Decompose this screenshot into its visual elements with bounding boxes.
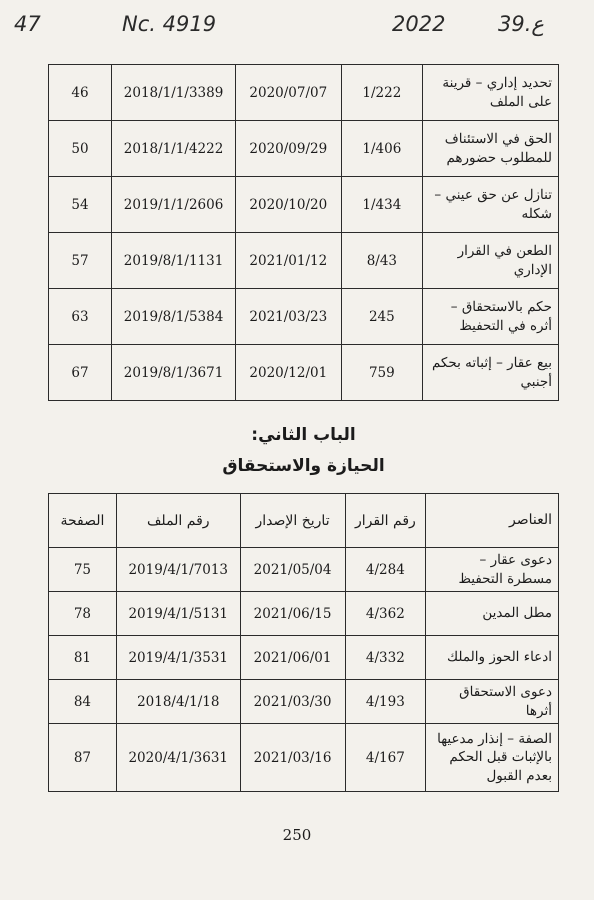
cell-file-number: 2018/1/1/4222 [111,121,235,177]
table-row [49,345,559,401]
cell-decision-number: 759 [341,345,423,401]
cell-element: الطعن في القرار الإداري [423,233,559,289]
cell-element: دعوى عقار – مسطرة التحفيظ [426,548,559,592]
chapter-title: الباب الثاني: [251,425,356,445]
cell-issue-date: 2021/03/23 [236,289,341,345]
header-file-number: رقم الملف [116,494,240,548]
handwritten-note: 47 [14,12,41,36]
cell-issue-date: 2021/06/15 [240,592,345,636]
cell-decision-number: 4/193 [345,680,426,724]
handwritten-note: Nc. 4919 [122,12,217,36]
cell-element: تنازل عن حق عيني – شكله [423,177,559,233]
cell-issue-date: 2020/09/29 [236,121,341,177]
table-row [49,65,559,121]
cell-issue-date: 2020/12/01 [236,345,341,401]
cell-page: 63 [49,289,112,345]
cell-element: الصفة – إنذار مدعيها بالإثبات قبل الحكم بعدم القبول [426,724,559,792]
cell-decision-number: 4/332 [345,636,426,680]
header-elements: العناصر [426,494,559,548]
handwritten-note: 2022 [392,12,446,36]
table-row [49,548,559,592]
cell-decision-number: 4/284 [345,548,426,592]
cell-file-number: 2020/4/1/3631 [116,724,240,792]
cell-issue-date: 2020/10/20 [236,177,341,233]
cell-element: تحديد إداري – قرينة على الملف [423,65,559,121]
cell-element: دعوى الاستحقاق أثرها [426,680,559,724]
cell-issue-date: 2021/03/16 [240,724,345,792]
cell-file-number: 2019/4/1/5131 [116,592,240,636]
cell-page: 84 [49,680,117,724]
table-row [49,724,559,792]
cell-decision-number: 1/222 [341,65,423,121]
header-issue-date: تاريخ الإصدار [240,494,345,548]
cell-element: الحق في الاستئناف للمطلوب حضورهم [423,121,559,177]
cell-file-number: 2019/8/1/5384 [111,289,235,345]
cell-issue-date: 2020/07/07 [236,65,341,121]
cell-element: مطل المدين [426,592,559,636]
cell-file-number: 2019/8/1/1131 [111,233,235,289]
table-row [49,121,559,177]
cell-element: ادعاء الحوز والملك [426,636,559,680]
cell-page: 87 [49,724,117,792]
cell-page: 57 [49,233,112,289]
cell-file-number: 2019/1/1/2606 [111,177,235,233]
cell-issue-date: 2021/06/01 [240,636,345,680]
cell-page: 50 [49,121,112,177]
cell-decision-number: 8/43 [341,233,423,289]
cell-element: بيع عقار – إثباته بحكم أجنبي [423,345,559,401]
cell-file-number: 2019/4/1/3531 [116,636,240,680]
cell-file-number: 2019/8/1/3671 [111,345,235,401]
rulings-table-chapter-1 [48,64,559,401]
table-row [49,289,559,345]
table-row [49,636,559,680]
cell-page: 67 [49,345,112,401]
cell-decision-number: 4/362 [345,592,426,636]
cell-file-number: 2019/4/1/7013 [116,548,240,592]
cell-file-number: 2018/1/1/3389 [111,65,235,121]
cell-page: 46 [49,65,112,121]
page-number: 250 [282,826,312,844]
rulings-table-chapter-2 [48,493,559,792]
cell-decision-number: 1/406 [341,121,423,177]
table-row [49,592,559,636]
cell-page: 78 [49,592,117,636]
cell-decision-number: 1/434 [341,177,423,233]
cell-issue-date: 2021/05/04 [240,548,345,592]
cell-issue-date: 2021/03/30 [240,680,345,724]
table-header-row [49,494,559,548]
cell-page: 75 [49,548,117,592]
cell-issue-date: 2021/01/12 [236,233,341,289]
handwritten-note: 39.ع [498,12,544,36]
cell-decision-number: 4/167 [345,724,426,792]
cell-decision-number: 245 [341,289,423,345]
table-row [49,233,559,289]
header-page: الصفحة [49,494,117,548]
cell-page: 54 [49,177,112,233]
cell-page: 81 [49,636,117,680]
table-row [49,177,559,233]
table-row [49,680,559,724]
header-decision-number: رقم القرار [345,494,426,548]
chapter-subtitle: الحيازة والاستحقاق [222,456,385,476]
cell-file-number: 2018/4/1/18 [116,680,240,724]
cell-element: حكم بالاستحقاق – أثره في التحفيظ [423,289,559,345]
